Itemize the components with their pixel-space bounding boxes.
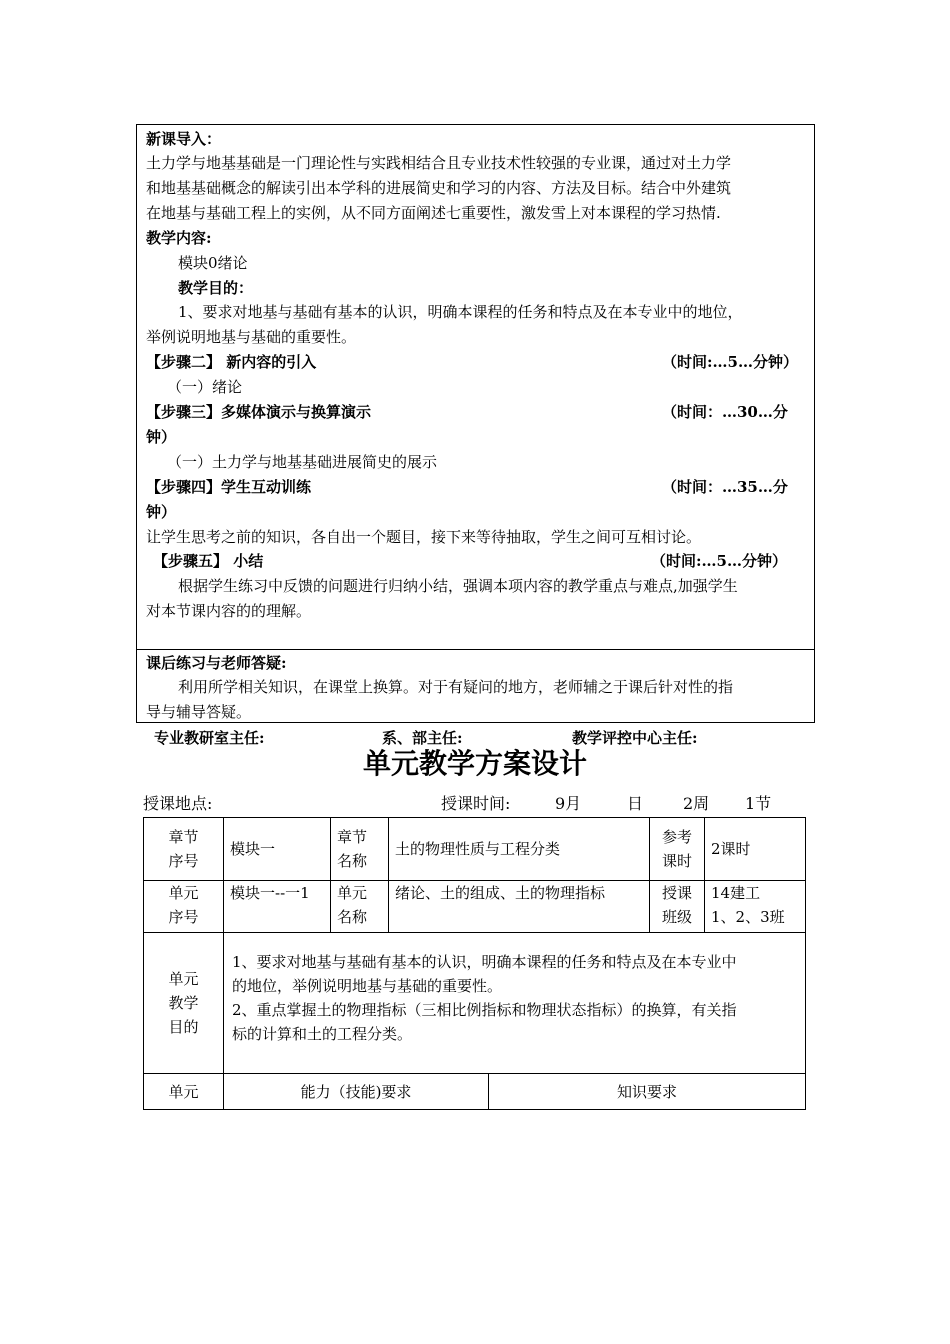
box-divider <box>137 649 814 650</box>
unit-label: 单元 <box>144 1074 224 1110</box>
unit-name-value: 绪论、土的组成、土的物理指标 <box>389 881 650 933</box>
unit-name-label: 单元 名称 <box>331 881 389 933</box>
ref-hours-label: 参考 课时 <box>650 818 705 881</box>
place-label: 授课地点: <box>143 794 213 813</box>
step2-title: 【步骤二】 新内容的引入 <box>146 353 317 371</box>
step3-time-cont: 钟） <box>146 428 177 446</box>
after-class-line-1: 利用所学相关知识，在课堂上换算。对于有疑问的地方，老师辅之于课后针对性的指 <box>178 678 734 696</box>
chapter-no-label: 章节 序号 <box>144 818 224 881</box>
lesson-process-box <box>136 124 815 723</box>
month-value: 9月 <box>555 794 582 813</box>
step5-time: （时间:…5…分钟） <box>651 552 787 570</box>
unit-goal-text: 1、要求对地基与基础有基本的认识，明确本课程的任务和特点及在本专业中 的地位，举例说明地基与基础的重要性。 2、重点掌握土的物理指标（三相比例指标和物理状态指标）的换算，有关指 标的计算和土的工程分类。 <box>224 933 806 1074</box>
step5-title: 【步骤五】 小结 <box>153 552 264 570</box>
signature-evaluation-center: 教学评控中心主任: <box>572 729 698 747</box>
goal-heading: 教学目的： <box>178 279 254 297</box>
document-title: 单元教学方案设计 <box>362 747 587 780</box>
step2-sub: （一）绪论 <box>167 378 243 396</box>
unit-no-value: 模块一--一1 <box>224 881 331 933</box>
knowledge-requirement-header: 知识要求 <box>489 1074 806 1110</box>
table-row <box>144 933 806 1074</box>
week-value: 2周 <box>683 794 710 813</box>
signature-research-director: 专业教研室主任: <box>154 729 265 747</box>
class-value: 14建工 1、2、3班 <box>705 881 806 933</box>
chapter-no-value: 模块一 <box>224 818 331 881</box>
unit-design-table <box>143 817 806 1110</box>
ability-requirement-header: 能力（技能)要求 <box>224 1074 489 1110</box>
day-label: 日 <box>627 794 644 813</box>
class-label: 授课 班级 <box>650 881 705 933</box>
step4-time-cont: 钟） <box>146 503 177 521</box>
intro-line-3: 在地基与基础工程上的实例，从不同方面阐述七重要性，激发雪上对本课程的学习热情. <box>146 204 721 222</box>
goal-line-1: 1、要求对地基与基础有基本的认识，明确本课程的任务和特点及在本专业中的地位， <box>178 303 743 321</box>
module-text: 模块0绪论 <box>178 254 248 272</box>
intro-heading: 新课导入： <box>146 130 222 148</box>
step3-title: 【步骤三】多媒体演示与换算演示 <box>146 403 372 421</box>
step2-time: （时间:…5…分钟） <box>662 353 798 371</box>
table-row <box>144 818 806 881</box>
table-row <box>144 1074 806 1110</box>
step3-sub: （一）土力学与地基基础进展简史的展示 <box>167 453 438 471</box>
section-value: 1节 <box>745 794 772 813</box>
goal-line-2: 举例说明地基与基础的重要性。 <box>146 328 357 346</box>
chapter-name-label: 章节 名称 <box>331 818 389 881</box>
table-row <box>144 881 806 933</box>
unit-no-label: 单元 序号 <box>144 881 224 933</box>
step4-time: （时间：…35…分 <box>662 478 788 496</box>
signature-department-head: 系、部主任: <box>382 729 463 747</box>
chapter-name-value: 土的物理性质与工程分类 <box>389 818 650 881</box>
step4-body: 让学生思考之前的知识，各自出一个题目，接下来等待抽取，学生之间可互相讨论。 <box>146 528 702 546</box>
unit-goal-label: 单元 教学 目的 <box>144 933 224 1074</box>
step4-title: 【步骤四】学生互动训练 <box>146 478 312 496</box>
after-class-heading: 课后练习与老师答疑: <box>146 654 287 672</box>
step3-time: （时间：…30…分 <box>662 403 788 421</box>
after-class-line-2: 导与辅导答疑。 <box>146 703 252 721</box>
time-label: 授课时间: <box>441 794 511 813</box>
step5-line-1: 根据学生练习中反馈的问题进行归纳小结，强调本项内容的教学重点与难点,加强学生 <box>178 577 738 595</box>
content-heading: 教学内容: <box>146 229 212 247</box>
step5-line-2: 对本节课内容的的理解。 <box>146 602 312 620</box>
intro-line-2: 和地基基础概念的解读引出本学科的进展简史和学习的内容、方法及目标。结合中外建筑 <box>146 179 732 197</box>
intro-line-1: 土力学与地基基础是一门理论性与实践相结合且专业技术性较强的专业课，通过对土力学 <box>146 154 732 172</box>
ref-hours-value: 2课时 <box>705 818 806 881</box>
